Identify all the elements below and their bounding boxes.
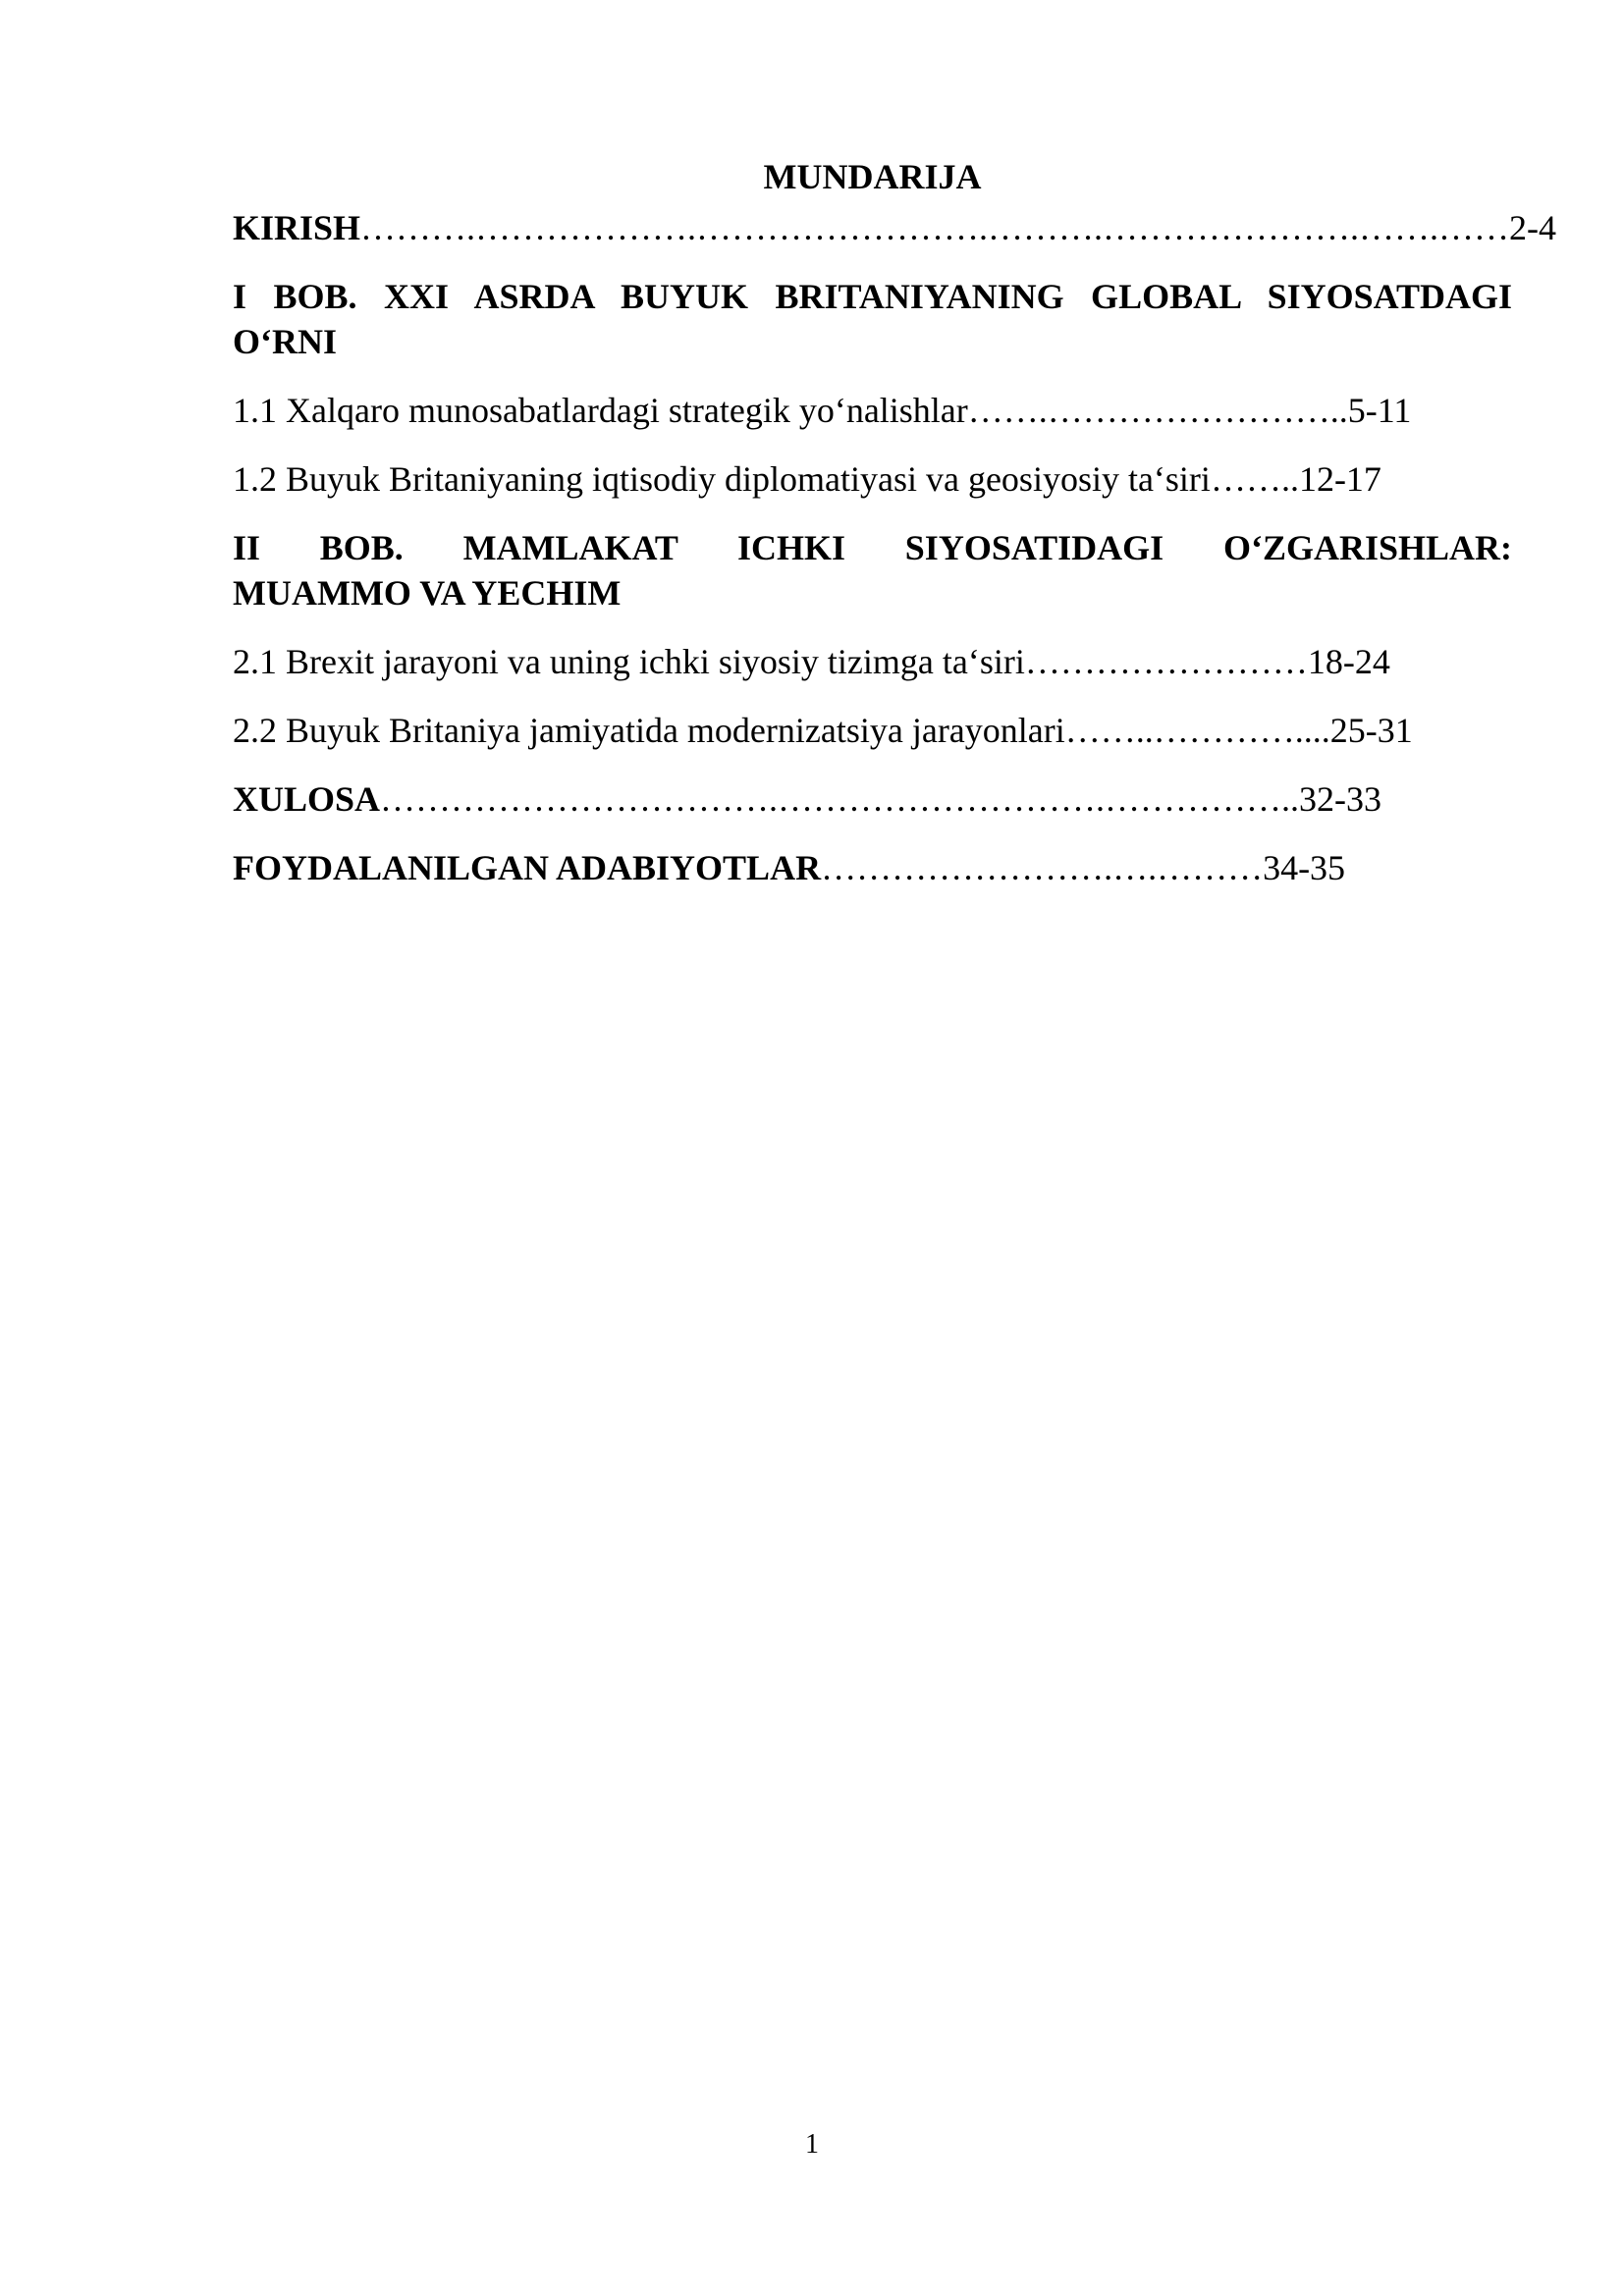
toc-chapter-title-line2: MUAMMO VA YECHIM <box>233 573 622 613</box>
toc-entry-label: XULOSA <box>233 779 381 819</box>
toc-entry-label: 2.2 Buyuk Britaniya jamiyatida modernizatsiya jarayonlari <box>233 711 1065 750</box>
toc-entry-xulosa <box>233 774 1512 824</box>
toc-page-range: 5-11 <box>1347 391 1412 430</box>
toc-entry-label: 1.2 Buyuk Britaniyaning iqtisodiy diplomatiyasi va geosiyosiy ta‘siri <box>233 459 1211 499</box>
toc-page-range: 32-33 <box>1299 779 1382 819</box>
toc-page-range: 34-35 <box>1263 848 1346 887</box>
toc-entry-2-2 <box>233 706 1512 755</box>
toc-leader-dots: …….. <box>1210 459 1299 499</box>
toc-leader-dots: …….…………………….. <box>967 391 1348 430</box>
toc-chapter-title-line1: I BOB. XXI ASRDA BUYUK BRITANIYANING GLOBAL SIYOSATDAGI <box>233 277 1512 316</box>
toc-leader-dots: ……….……………….…………………….……….………………….…….…… <box>360 208 1510 247</box>
toc-entry-label: 1.1 Xalqaro munosabatlardagi strategik yo‘nalishlar <box>233 391 968 430</box>
toc-page-range: 12-17 <box>1298 459 1381 499</box>
toc-leader-dots: …………………….….……… <box>821 848 1264 887</box>
toc-entry-label: KIRISH <box>233 208 361 247</box>
toc-entry-label: FOYDALANILGAN ADABIYOTLAR <box>233 848 822 887</box>
toc-entry-adabiyotlar <box>233 843 1512 892</box>
toc-chapter-1 <box>233 272 1512 366</box>
toc-entry-2-1 <box>233 637 1512 686</box>
toc-leader-dots: …………………………….……………………….…………….. <box>380 779 1300 819</box>
toc-chapter-title-line1: II BOB. MAMLAKAT ICHKI SIYOSATIDAGI O‘ZGARISHLAR: <box>233 528 1512 567</box>
toc-entry-1-1 <box>233 386 1512 435</box>
toc-page-range: ..25-31 <box>1312 711 1413 750</box>
toc-page-range: 18-24 <box>1307 642 1390 681</box>
table-of-contents <box>233 147 1557 892</box>
page-number: 1 <box>805 2129 819 2160</box>
toc-title: MUNDARIJA <box>763 157 982 196</box>
toc-leader-dots: ……..………….. <box>1064 711 1313 750</box>
toc-chapter-title-line2: O‘RNI <box>233 322 337 361</box>
toc-entry-kirish <box>233 203 1557 252</box>
toc-page-range: 2-4 <box>1509 208 1557 247</box>
toc-chapter-2 <box>233 523 1512 617</box>
toc-entry-1-2 <box>233 454 1512 504</box>
toc-entry-label: 2.1 Brexit jarayoni va uning ichki siyosiy tizimga ta‘siri <box>233 642 1025 681</box>
toc-leader-dots: …………………… <box>1024 642 1308 681</box>
